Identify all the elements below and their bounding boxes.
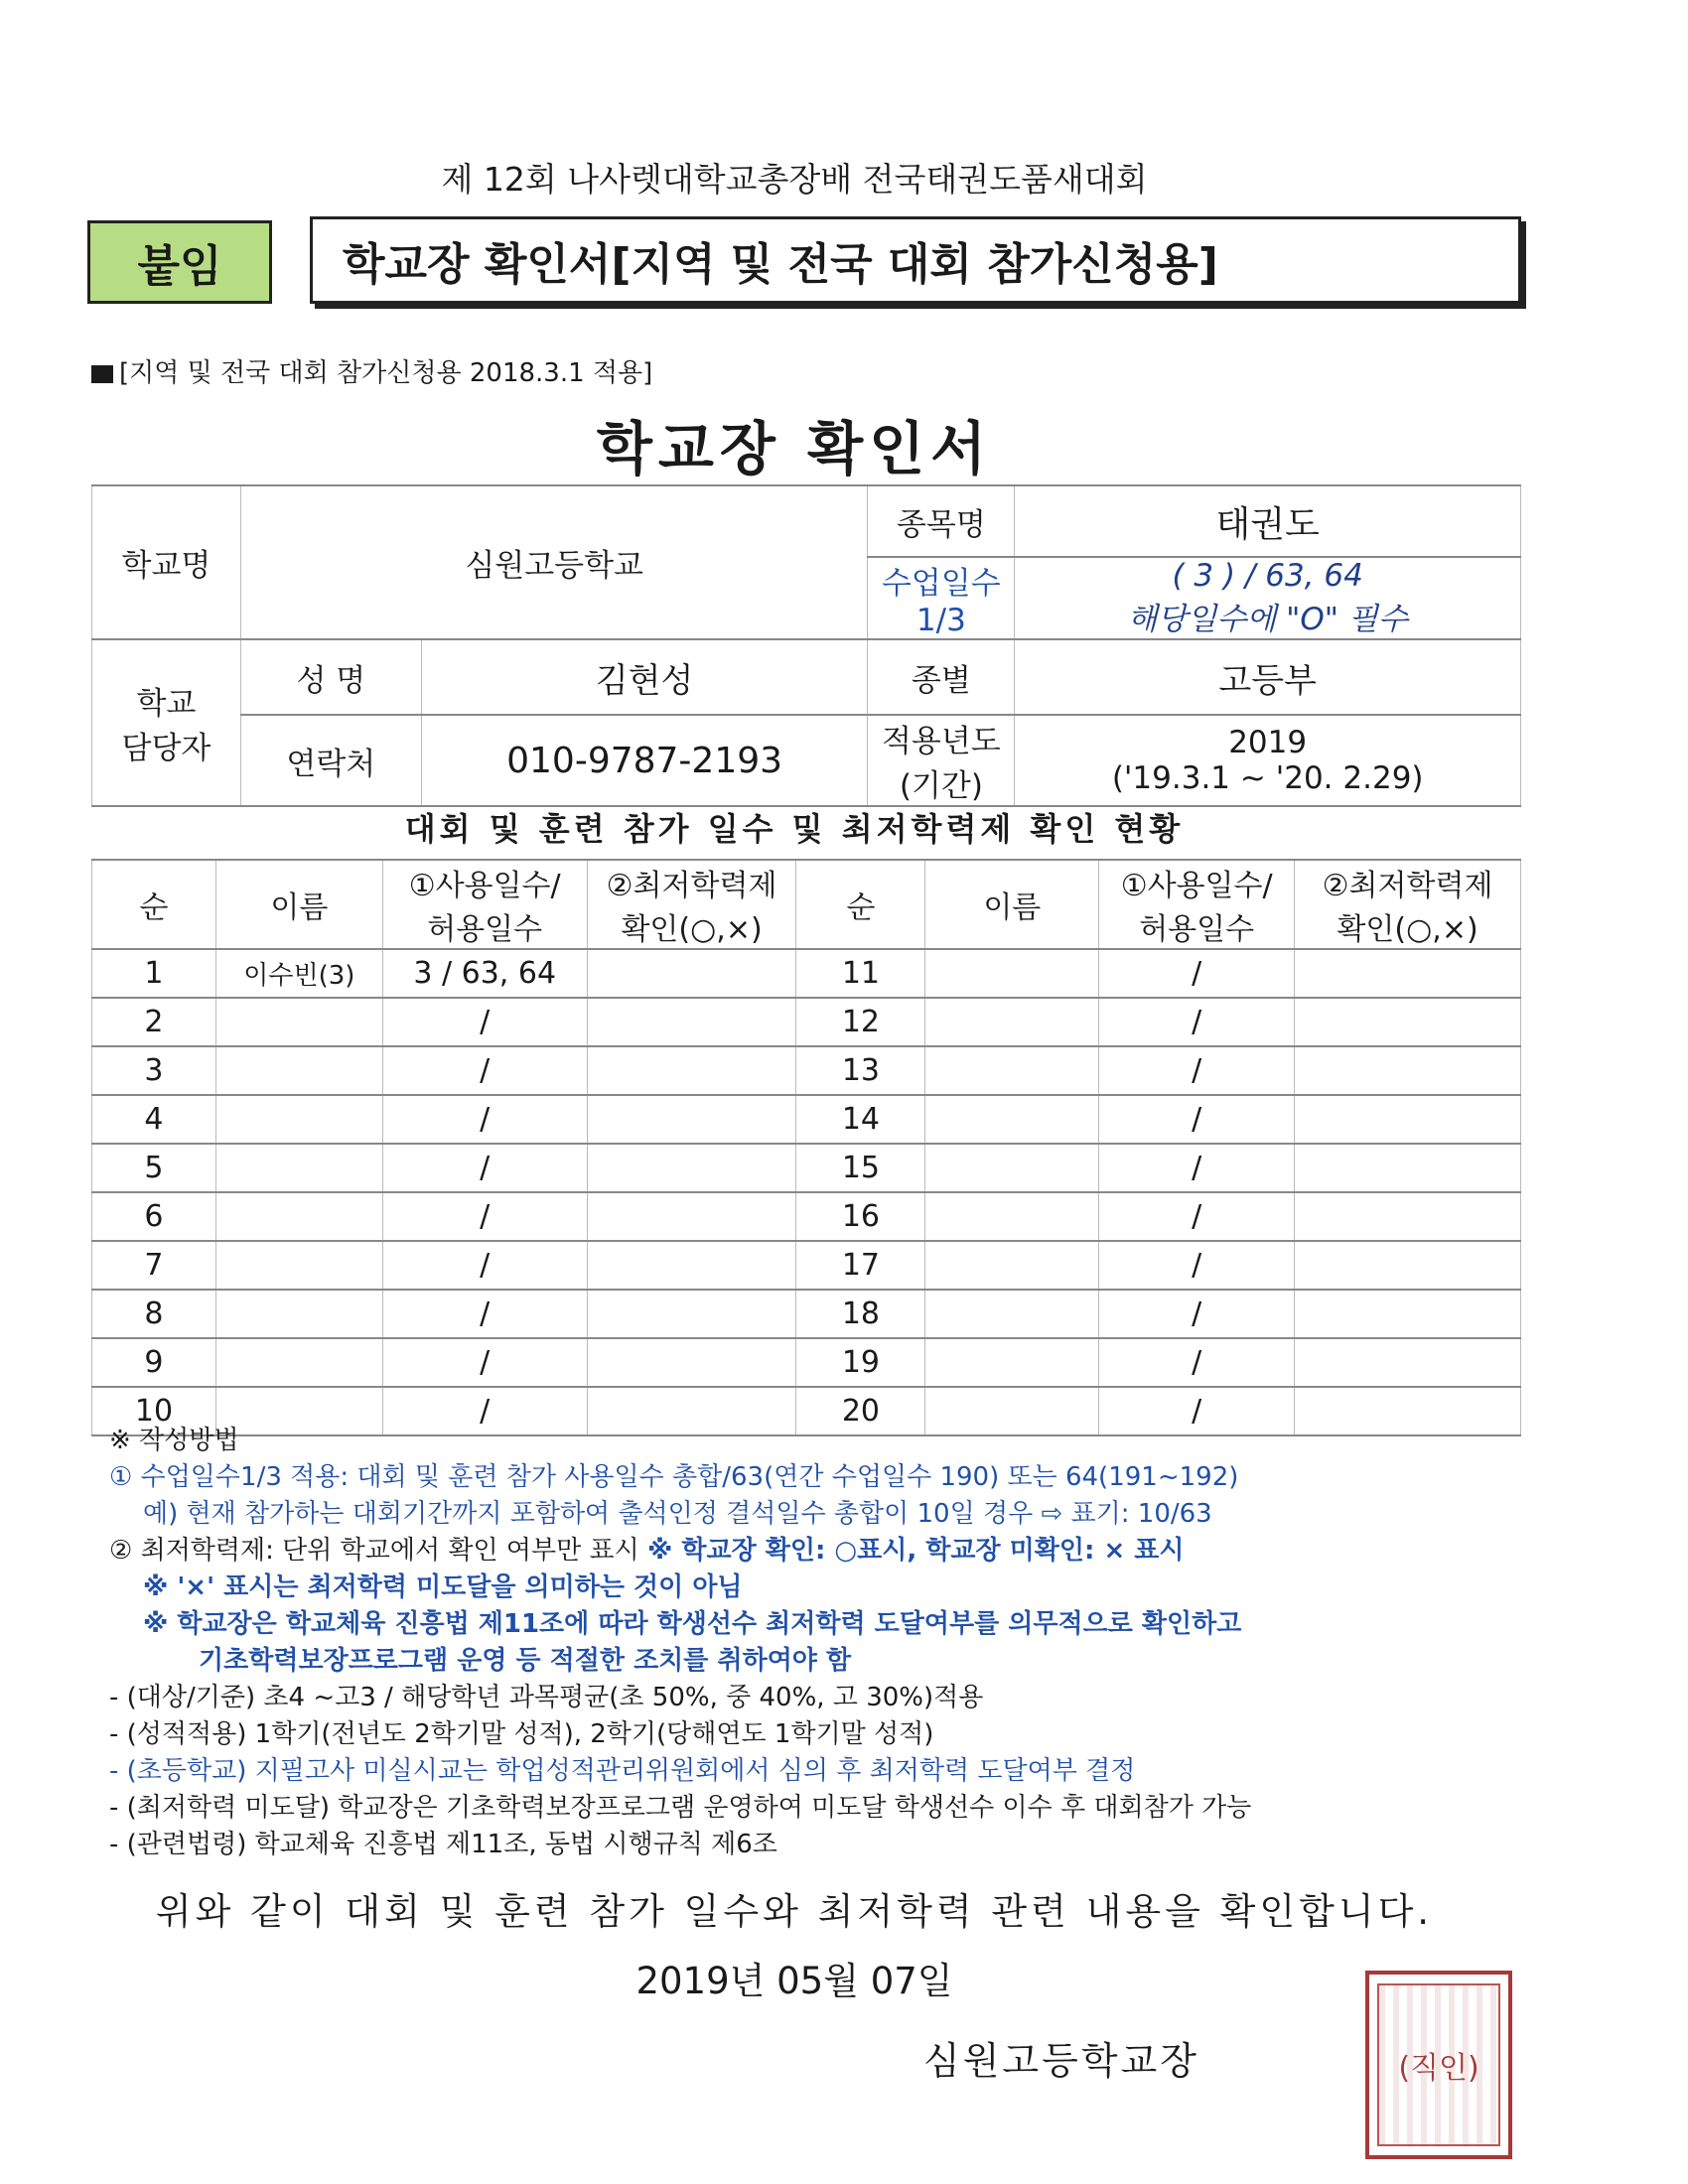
- row-name-right: [925, 1290, 1099, 1338]
- school-value: 심원고등학교: [240, 485, 868, 639]
- row-no: 5: [92, 1144, 216, 1192]
- row-no-right: 19: [796, 1338, 925, 1387]
- row-days-right: /: [1099, 998, 1295, 1046]
- row-check: [587, 949, 796, 998]
- name-value: 김현성: [421, 639, 868, 715]
- methods-line-4: ※ '×' 표시는 최저학력 미도달을 의미하는 것이 아님: [143, 1572, 743, 1602]
- row-name: 이수빈(3): [215, 949, 382, 998]
- row-days: /: [382, 1095, 587, 1144]
- class-days-note: 해당일수에 "O" 필수: [1127, 602, 1408, 637]
- row-no: 8: [92, 1290, 216, 1338]
- row-name: [215, 1144, 382, 1192]
- methods-line-3b: ※ 학교장 확인: ○표시, 학교장 미확인: × 표시: [647, 1536, 1185, 1566]
- row-check-right: [1295, 1290, 1521, 1338]
- row-no: 9: [92, 1338, 216, 1387]
- phone-label: 연락처: [240, 715, 421, 806]
- table-row: [92, 998, 1521, 1046]
- header-no: 순: [92, 860, 216, 949]
- row-check-right: [1295, 1095, 1521, 1144]
- row-no: 3: [92, 1046, 216, 1095]
- methods-line-9: - (초등학교) 지필고사 미실시교는 학업성적관리위원회에서 심의 후 최저학력 도달여부 결정: [109, 1756, 1136, 1786]
- row-name-right: [925, 1144, 1099, 1192]
- form-note-text: [지역 및 전국 대회 참가신청용 2018.3.1 적용]: [119, 358, 653, 388]
- methods-line-11: - (관련법령) 학교체육 진흥법 제11조, 동법 시행규칙 제6조: [109, 1830, 777, 1859]
- header-name-right: 이름: [925, 860, 1099, 949]
- row-name: [215, 1046, 382, 1095]
- year-label-line2: (기간): [899, 768, 983, 804]
- methods-line-8: - (성적적용) 1학기(전년도 2학기말 성적), 2학기(당해연도 1학기말 성적): [109, 1719, 934, 1749]
- row-name: [215, 1192, 382, 1241]
- square-marker-icon: [91, 365, 113, 383]
- phone-value: 010-9787-2193: [421, 715, 868, 806]
- row-no: 10: [92, 1387, 216, 1435]
- row-days: /: [382, 1046, 587, 1095]
- contest-title: 제 12회 나사렛대학교총장배 전국태권도품새대회: [441, 160, 1148, 199]
- row-name: [215, 1290, 382, 1338]
- row-days: 3 / 63, 64: [382, 949, 587, 998]
- contact-label-line2: 담당자: [121, 731, 211, 766]
- table-row: [92, 1144, 1521, 1192]
- header-days-right-line2: 허용일수: [1139, 912, 1255, 947]
- table-header-row: [92, 860, 1521, 949]
- school-label: 학교명: [92, 485, 241, 639]
- row-days: /: [382, 1387, 587, 1435]
- period-value: ('19.3.1 ~ '20. 2.29): [1111, 760, 1424, 796]
- year-label: [868, 715, 1015, 806]
- seal-inner: [1377, 1983, 1500, 2146]
- methods-line-10: - (최저학력 미도달) 학교장은 기초학력보장프로그램 운영하여 미도달 학생선수 이수 후 대회참가 가능: [109, 1793, 1252, 1823]
- row-check: [587, 1241, 796, 1290]
- row-name-right: [925, 949, 1099, 998]
- document-title: 학교장 확인서: [596, 415, 993, 482]
- info-table: [91, 484, 1521, 807]
- class-days-value: [1015, 557, 1521, 639]
- row-check: [587, 1192, 796, 1241]
- contact-label: [92, 639, 241, 806]
- division-value: 고등부: [1015, 639, 1521, 715]
- methods-line-7: - (대상/기준) 초4 ~고3 / 해당학년 과목평균(초 50%, 중 40%, 고 30%)적용: [109, 1683, 984, 1712]
- methods-line-3a: ② 최저학력제: 단위 학교에서 확인 여부만 표시: [109, 1536, 639, 1566]
- class-days-label: [868, 557, 1015, 639]
- table-row: [92, 1290, 1521, 1338]
- year-label-line1: 적용년도: [881, 724, 1001, 759]
- row-days-right: /: [1099, 1290, 1295, 1338]
- row-no-right: 18: [796, 1290, 925, 1338]
- confirm-statement: 위와 같이 대회 및 훈련 참가 일수와 최저학력 관련 내용을 확인합니다.: [155, 1890, 1434, 1933]
- row-no-right: 13: [796, 1046, 925, 1095]
- row-no-right: 17: [796, 1241, 925, 1290]
- row-days-right: /: [1099, 1046, 1295, 1095]
- row-no: 7: [92, 1241, 216, 1290]
- row-check-right: [1295, 1192, 1521, 1241]
- header-check-line2: 확인(○,×): [621, 912, 763, 947]
- methods-line-3: [109, 1533, 1539, 1570]
- header-days-line1: ①사용일수/: [408, 869, 561, 903]
- row-check: [587, 1046, 796, 1095]
- table-row: [92, 1095, 1521, 1144]
- table-row: [92, 949, 1521, 998]
- class-days-label-line2: 1/3: [915, 603, 966, 638]
- row-days: /: [382, 1192, 587, 1241]
- division-label: 종별: [868, 639, 1015, 715]
- row-days-right: /: [1099, 1192, 1295, 1241]
- class-days-label-line1: 수업일수: [881, 566, 1001, 602]
- methods-line-6: 기초학력보장프로그램 운영 등 적절한 조치를 취하여야 함: [199, 1646, 852, 1676]
- row-days: /: [382, 998, 587, 1046]
- section-title: 대회 및 훈련 참가 일수 및 최저학력제 확인 현황: [404, 810, 1185, 848]
- writing-instructions: [109, 1423, 1539, 1863]
- table-row: [92, 1046, 1521, 1095]
- row-days-right: /: [1099, 949, 1295, 998]
- row-days: /: [382, 1338, 587, 1387]
- row-name-right: [925, 1241, 1099, 1290]
- table-row: [92, 1192, 1521, 1241]
- methods-line-1: ① 수업일수1/3 적용: 대회 및 훈련 참가 사용일수 총합/63(연간 수업일수 190) 또는 64(191~192): [109, 1462, 1239, 1492]
- row-check-right: [1295, 949, 1521, 998]
- header-no-right: 순: [796, 860, 925, 949]
- methods-line-2: 예) 현재 참가하는 대회기간까지 포함하여 출석인정 결석일수 총합이 10일 경우 ⇨ 표기: 10/63: [143, 1499, 1212, 1529]
- header-days-right-line1: ①사용일수/: [1120, 869, 1273, 903]
- row-check: [587, 1338, 796, 1387]
- row-check-right: [1295, 998, 1521, 1046]
- header-days: [382, 860, 587, 949]
- row-check: [587, 998, 796, 1046]
- row-days: /: [382, 1241, 587, 1290]
- official-seal-icon: [1365, 1971, 1512, 2159]
- row-name: [215, 1095, 382, 1144]
- row-check: [587, 1095, 796, 1144]
- row-name: [215, 1241, 382, 1290]
- row-check: [587, 1144, 796, 1192]
- row-name-right: [925, 998, 1099, 1046]
- row-days: /: [382, 1290, 587, 1338]
- row-check: [587, 1290, 796, 1338]
- row-no-right: 11: [796, 949, 925, 998]
- row-days-right: /: [1099, 1241, 1295, 1290]
- table-row: [92, 1338, 1521, 1387]
- row-name-right: [925, 1192, 1099, 1241]
- form-note: [91, 352, 652, 389]
- class-days-value-line: ( 3 ) / 63, 64: [1172, 558, 1363, 594]
- year-value: [1015, 715, 1521, 806]
- issue-date: 2019년 05월 07일: [635, 1960, 953, 2002]
- row-name: [215, 1338, 382, 1387]
- row-no: 2: [92, 998, 216, 1046]
- row-no-right: 12: [796, 998, 925, 1046]
- row-no-right: 14: [796, 1095, 925, 1144]
- seal-text: (직인): [1398, 2051, 1479, 2086]
- row-no: 6: [92, 1192, 216, 1241]
- row-days-right: /: [1099, 1387, 1295, 1435]
- header-days-right: [1099, 860, 1295, 949]
- header-check: [587, 860, 796, 949]
- row-days-right: /: [1099, 1144, 1295, 1192]
- banner-title: 학교장 확인서[지역 및 전국 대회 참가신청용]: [310, 216, 1521, 304]
- row-no-right: 15: [796, 1144, 925, 1192]
- header-check-right-line1: ②최저학력제: [1322, 869, 1493, 903]
- row-days-right: /: [1099, 1338, 1295, 1387]
- row-check-right: [1295, 1338, 1521, 1387]
- contact-label-line1: 학교: [136, 686, 197, 722]
- methods-line-5: ※ 학교장은 학교체육 진흥법 제11조에 따라 학생선수 최저학력 도달여부를 의무적으로 확인하고: [143, 1609, 1242, 1639]
- row-days-right: /: [1099, 1095, 1295, 1144]
- row-name: [215, 998, 382, 1046]
- row-no: 1: [92, 949, 216, 998]
- row-check-right: [1295, 1241, 1521, 1290]
- row-check-right: [1295, 1046, 1521, 1095]
- participation-table: [91, 859, 1521, 1436]
- table-row: [92, 1241, 1521, 1290]
- row-no-right: 20: [796, 1387, 925, 1435]
- row-name-right: [925, 1338, 1099, 1387]
- row-check-right: [1295, 1144, 1521, 1192]
- header-check-right-line2: 확인(○,×): [1336, 912, 1478, 947]
- row-days: /: [382, 1144, 587, 1192]
- principal-signature: 심원고등학교장: [923, 2039, 1199, 2083]
- name-label: 성 명: [240, 639, 421, 715]
- event-label: 종목명: [868, 485, 1015, 557]
- attachment-badge: 붙임: [87, 220, 272, 304]
- row-name-right: [925, 1095, 1099, 1144]
- header-check-line1: ②최저학력제: [606, 869, 777, 903]
- event-value: 태권도: [1015, 485, 1521, 557]
- row-name-right: [925, 1046, 1099, 1095]
- year-value-line: 2019: [1228, 725, 1308, 760]
- header-days-line2: 허용일수: [427, 912, 543, 947]
- row-no-right: 16: [796, 1192, 925, 1241]
- header-name: 이름: [215, 860, 382, 949]
- methods-heading: ※ 작성방법: [109, 1426, 239, 1455]
- header-check-right: [1295, 860, 1521, 949]
- row-no: 4: [92, 1095, 216, 1144]
